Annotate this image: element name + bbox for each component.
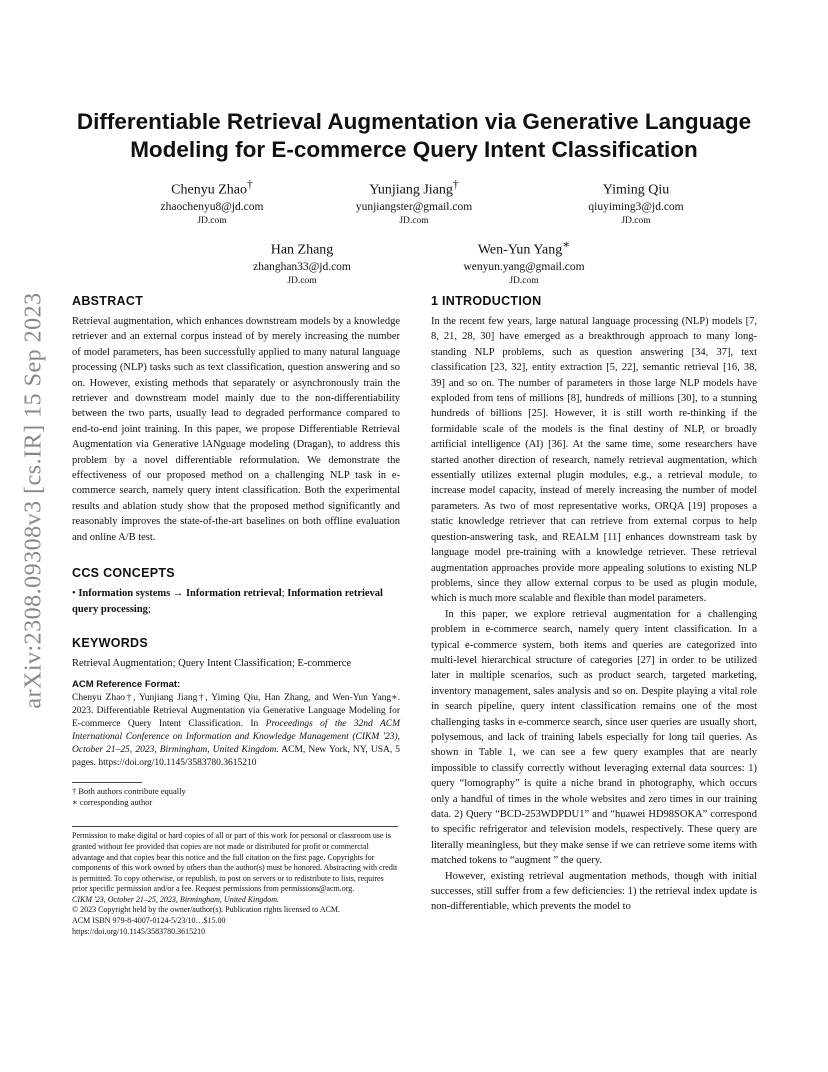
author-affiliation: JD.com: [197, 215, 227, 226]
arxiv-sidebar: [4, 291, 64, 709]
introduction-paragraph-3: However, existing retrieval augmentation methods, though with initial successes, still suffer from a few deficiencies: 1) the retrieval index update is non-differentiable, which prevents the model to: [431, 870, 757, 913]
author-block: [526, 176, 746, 227]
author-email: yunjiangster@gmail.com: [355, 200, 473, 213]
permission-text: Permission to make digital or hard copies of all or part of this work for personal or classroom use is granted without fee provided that copies are not made or distributed for profit or commercial advantage and that copies bear this notice and the full citation on the first page. Copyrights for components of this work owned by others than the author(s) must be honored. Abstracting with credit is permitted. To copy otherwise, or republish, to post on servers or to redistribute to lists, requires prior specific permission and/or a fee. Request permissions from permissions@acm.org.: [72, 831, 398, 894]
keywords-text: Retrieval Augmentation; Query Intent Classification; E-commerce: [72, 657, 352, 669]
author-name: Chenyu Zhao†: [171, 178, 253, 198]
author-affiliation: JD.com: [621, 215, 651, 226]
footnote-equal-contribution: † Both authors contribute equally: [72, 786, 186, 797]
author-email: qiuyiming3@jd.com: [588, 200, 684, 213]
permission-venue: CIKM '23, October 21–25, 2023, Birmingham, United Kingdom.: [72, 894, 280, 904]
author-affiliation: JD.com: [509, 275, 539, 286]
author-block: [102, 176, 322, 227]
reference-format: [72, 679, 400, 770]
author-block: [304, 176, 524, 227]
reference-format-heading: ACM Reference Format:: [72, 679, 181, 691]
author-email: wenyun.yang@gmail.com: [463, 260, 585, 273]
footnote-corresponding-author: ∗ corresponding author: [72, 797, 153, 808]
introduction-paragraph-2: In this paper, we explore retrieval augmentation for a challenging problem in e-commerce search, namely query intent classification. In a typical e-commerce system, both items and queries are categorized into multi-level hierarchical structure of categories [27] in order to be utilized later in multiple scenarios, such as product search, targeted marketing, inventory management, sales analysis and so on. Despite playing a vital role in search pipeline, query intent classification remains one of the most challenging tasks in e-commerce search, since user queries are usually short, polysemous, and lack of training labels especially for long tail queries. As shown in Table 1, we can see a few query examples that are nearly impossible to classify correctly without leveraging external data sources: 1) query “lomography” is quite a niche brand in photography, which occurs only a handful of times in the whole websites and zero times in our training data. 2) Query “BCD-253WDPDU1” and “huawei HD98SOKA” correspond to specific refrigerator and television models, respectively. These query are literally meaningless, but they make sense if we can retrieve some items with matched tokens to “augment ” the query.: [431, 608, 757, 867]
reference-format-text: Chenyu Zhao†, Yunjiang Jiang†, Yiming Qiu, Han Zhang, and Wen-Yun Yang∗. 2023. Differentiable Retrieval Augmentation via Generative Language Modeling for E-commerce Query Intent Classification. In Proceedings of the 32nd ACM International Conference on Information and Knowledge Management (CIKM '23), October 21–25, 2023, Birmingham, United Kingdom. ACM, New York, NY, USA, 5 pages. https://doi.org/10.1145/3583780.3615210: [72, 693, 401, 769]
right-column: [431, 293, 757, 915]
footnotes: [72, 782, 400, 808]
author-affiliation: JD.com: [287, 275, 317, 286]
footnote-rule: [72, 782, 142, 783]
ccs-concepts: • Information systems → Information retrieval; Information retrieval query processing;: [72, 588, 383, 615]
author-name: Wen-Yun Yang∗: [477, 238, 571, 258]
permission-doi: https://doi.org/10.1145/3583780.3615210: [72, 926, 206, 936]
arxiv-identifier: arXiv:2308.09308v3 [cs.IR] 15 Sep 2023: [20, 291, 47, 709]
permission-rule: [72, 826, 398, 827]
left-column: [72, 293, 400, 937]
permission-block: [72, 826, 400, 937]
introduction-heading: 1 INTRODUCTION: [431, 294, 542, 308]
abstract-text: Retrieval augmentation, which enhances downstream models by a knowledge retriever and an external corpus instead of by merely increasing the number of model parameters, has been successfully applied to many natural language processing (NLP) tasks such as text classification, question answering and so on. However, existing methods that separately or asynchronously train the retriever and downstream model mainly due to the non-differentiability between the two parts, usually lead to degraded performance compared to end-to-end joint training. In this paper, we propose Differentiable Retrieval Augmentation via Generative lANguage modeling (Dragan), to address this problem by a novel differentiable reformulation. We demonstrate the effectiveness of our proposed method on a challenging NLP task in e-commerce search, namely query intent classification. Both the experimental results and ablation study show that the proposed method significantly and reasonably improves the state-of-the-art baselines on both offline evaluation and online A/B test.: [72, 316, 400, 543]
permission-isbn: ACM ISBN 979-8-4007-0124-5/23/10…$15.00: [72, 916, 226, 926]
author-name: Yiming Qiu: [602, 182, 670, 198]
permission-copyright: © 2023 Copyright held by the owner/author(s). Publication rights licensed to ACM.: [72, 905, 341, 915]
keywords-heading: KEYWORDS: [72, 635, 149, 650]
author-email: zhanghan33@jd.com: [253, 260, 351, 273]
abstract-heading: ABSTRACT: [72, 294, 144, 308]
author-affiliation: JD.com: [399, 215, 429, 226]
author-email: zhaochenyu8@jd.com: [160, 200, 264, 213]
author-name: Han Zhang: [270, 242, 334, 258]
paper-title: Differentiable Retrieval Augmentation via Generative Language Modeling for E-commerce Query Intent Classification: [76, 109, 752, 162]
author-block: [192, 236, 412, 287]
author-name: Yunjiang Jiang†: [369, 178, 459, 198]
ccs-heading: CCS CONCEPTS: [72, 566, 175, 581]
introduction-paragraph-1: In the recent few years, large natural language processing (NLP) models [7, 8, 21, 28, 30] have emerged as a breakthrough approach to many long-standing NLP problems, such as question answering [34, 37], text classification [23, 32], entity extraction [5, 22], semantic retrieval [16, 38, 39] and so on. The number of parameters in those large NLP models have exploded from tens of millions [8], hundreds of millions [30], to a stunning hundreds of billions [25]. However, it is still worth re-thinking if the formidable scale of the models is the final destiny of NLP, or broadly artificial intelligence (AI) [36]. At the same time, some researchers have started another direction of research, namely retrieval augmentation, which essentially utilizes external plugin modules, e.g., a retrieval module, to increase model capacity, instead of merely increasing the number of model parameters. As two of most representative works, ORQA [19] proposes a static knowledge retriever that can retrieve from external corpus to help question-answering task, and REALM [11] enhances downstream task by language model pre-training with a knowledge retriever. These retrieval augmentation approaches provide more appealing solutions to existing NLP problems, since they allow external corpus to be used as plugin module, which is much more scalable and flexible than model parameters.: [431, 316, 757, 605]
author-block: [414, 236, 634, 287]
